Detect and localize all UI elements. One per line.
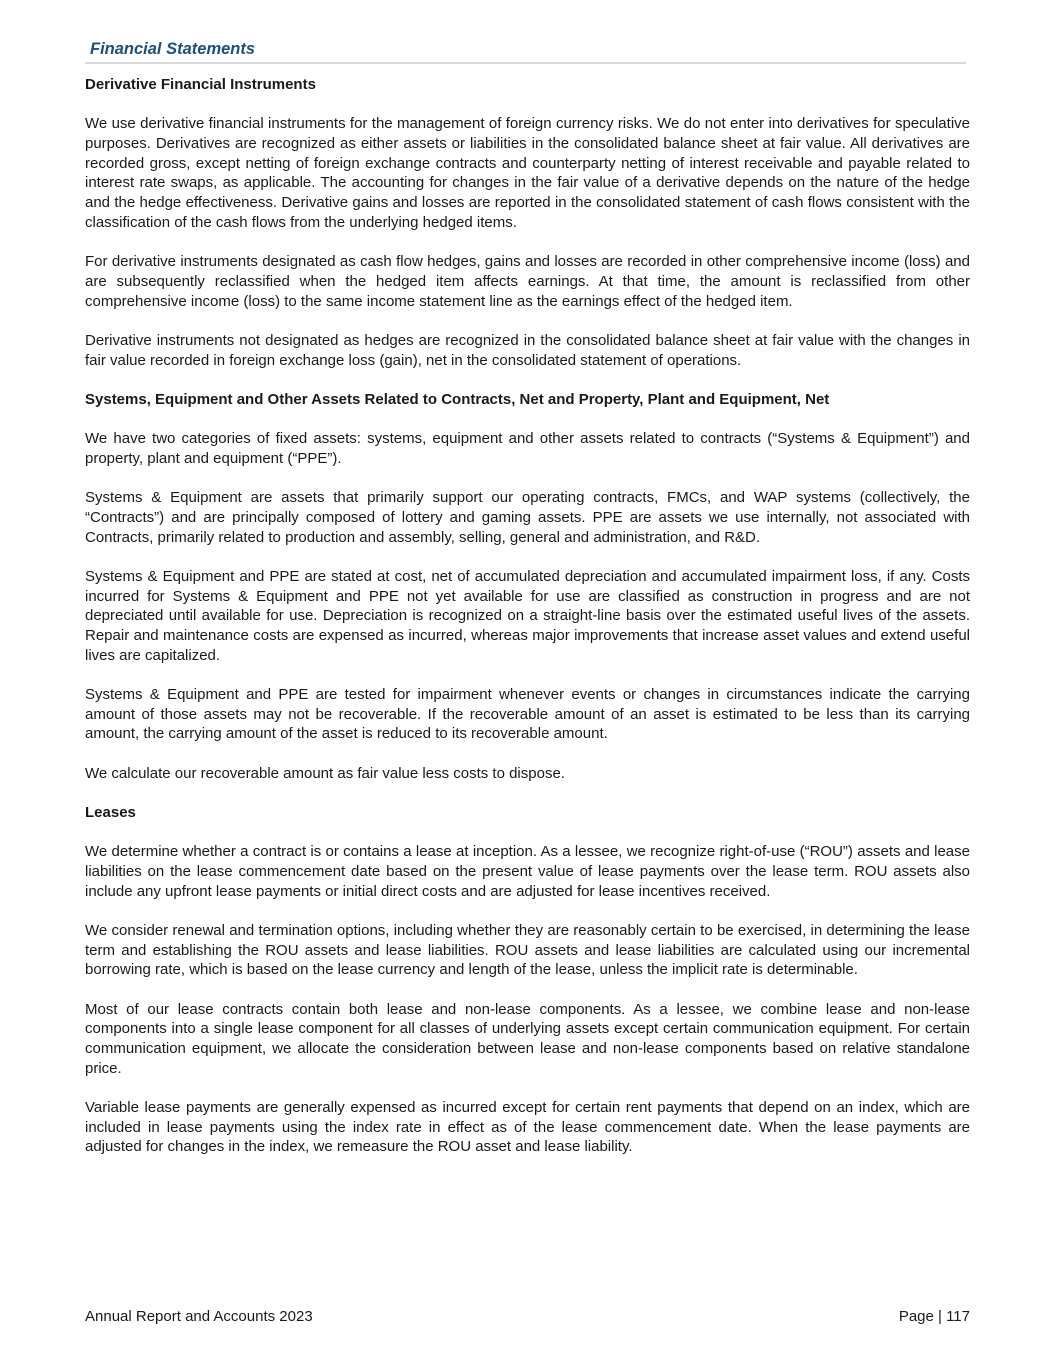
paragraph: We calculate our recoverable amount as fair value less costs to dispose. [85, 764, 565, 782]
paragraph: Variable lease payments are generally expensed as incurred except for certain rent payments that depend on an index, which are included in lease payments using the index rate in effect as of the lease commencement date. When the lease payments are adjusted for changes in the index, we remeasure the ROU asset and lease liability. [85, 1099, 970, 1156]
paragraph: We have two categories of fixed assets: systems, equipment and other assets related to contracts (“Systems & Equipment”) and property, plant and equipment (“PPE”). [85, 430, 970, 467]
section-leases [85, 803, 970, 1157]
paragraph: Systems & Equipment are assets that primarily support our operating contracts, FMCs, and WAP systems (collectively, the “Contracts”) and are principally composed of lottery and gaming assets. PPE are assets we use internally, not associated with Contracts, primarily related to production and assembly, selling, general and administration, and R&D. [85, 489, 970, 546]
paragraph: We consider renewal and termination options, including whether they are reasonably certain to be exercised, in determining the lease term and establishing the ROU assets and lease liabilities. ROU assets and lease liabilities are calculated using our incremental borrowing rate, which is based on the lease currency and length of the lease, unless the implicit rate is determinable. [85, 921, 970, 979]
page-header-title: Financial Statements [90, 40, 256, 58]
section-heading: Leases [85, 803, 136, 821]
paragraph: Systems & Equipment and PPE are stated at cost, net of accumulated depreciation and accumulated impairment loss, if any. Costs incurred for Systems & Equipment and PPE not yet available for use are classified as construction in progress and are not depreciated until available for use. Depreciation is recognized on a straight-line basis over the estimated useful lives of the assets. Repair and maintenance costs are expensed as incurred, whereas major improvements that increase asset values and extend useful lives are capitalized. [85, 567, 970, 664]
header-divider [85, 62, 966, 64]
paragraph: Most of our lease contracts contain both lease and non-lease components. As a lessee, we combine lease and non-lease components into a single lease component for all classes of underlying assets except certain communication equipment. For certain communication equipment, we allocate the consideration between lease and non-lease components based on relative standalone price. [85, 1000, 970, 1077]
paragraph: Systems & Equipment and PPE are tested for impairment whenever events or changes in circumstances indicate the carrying amount of those assets may not be recoverable. If the recoverable amount of an asset is estimated to be less than its carrying amount, the carrying amount of the asset is reduced to its recoverable amount. [85, 685, 970, 743]
section-systems-equipment [85, 390, 970, 784]
section-derivative-financial-instruments [85, 75, 970, 370]
section-heading: Systems, Equipment and Other Assets Related to Contracts, Net and Property, Plant and Equipment, Net [85, 390, 830, 408]
paragraph: Derivative instruments not designated as hedges are recognized in the consolidated balance sheet at fair value with the changes in fair value recorded in foreign exchange loss (gain), net in the consolidated statement of operations. [85, 331, 970, 369]
footer-report-title: Annual Report and Accounts 2023 [85, 1308, 313, 1325]
paragraph: For derivative instruments designated as cash flow hedges, gains and losses are recorded in other comprehensive income (loss) and are subsequently reclassified when the hedged item affects earnings. At that time, the amount is reclassified from other comprehensive income (loss) to the same income statement line as the earnings effect of the hedged item. [85, 253, 970, 310]
footer-page-number: Page | 117 [898, 1308, 970, 1325]
paragraph: We use derivative financial instruments for the management of foreign currency risks. We do not enter into derivatives for speculative purposes. Derivatives are recognized as either assets or liabilities in the consolidated balance sheet at fair value. All derivatives are recorded gross, except netting of foreign exchange contracts and counterparty netting of interest receivable and payable related to interest rate swaps, as applicable. The accounting for changes in the fair value of a derivative depends on the nature of the hedge and the hedge effectiveness. Derivative gains and losses are reported in the consolidated statement of cash flows consistent with the classification of the cash flows from the underlying hedged items. [85, 115, 970, 231]
paragraph: We determine whether a contract is or contains a lease at inception. As a lessee, we recognize right-of-use (“ROU”) assets and lease liabilities on the lease commencement date based on the present value of lease payments over the lease term. ROU assets also include any upfront lease payments or initial direct costs and are adjusted for lease incentives received. [85, 843, 970, 900]
document-body [85, 75, 970, 1177]
section-heading: Derivative Financial Instruments [85, 76, 316, 93]
